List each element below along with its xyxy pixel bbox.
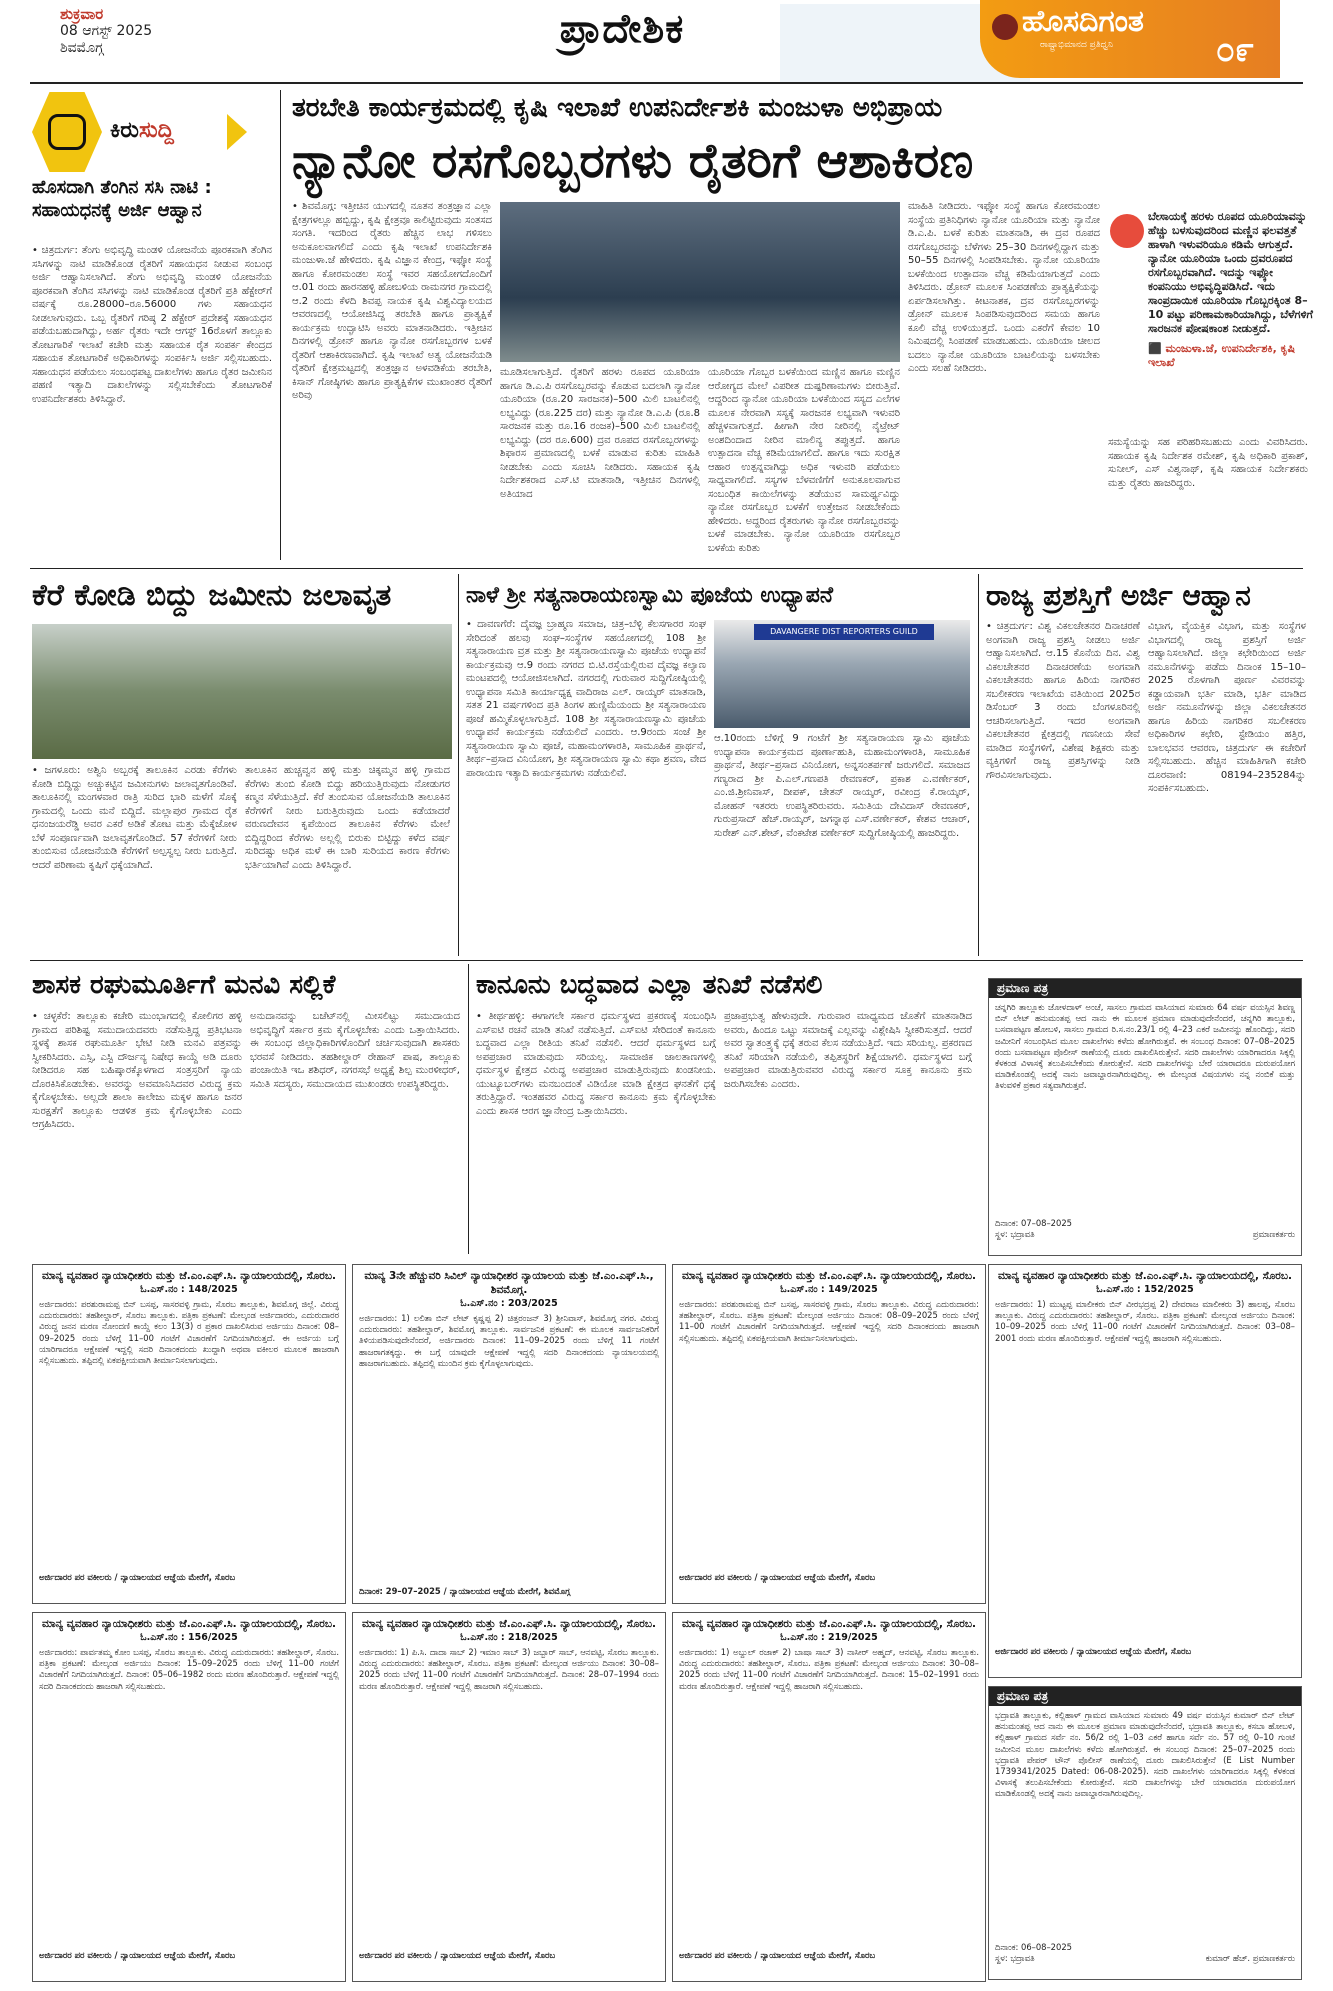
court-notice [32,1264,346,1604]
lead-col-5: ಸಮಸ್ಯೆಯನ್ನು ಸಹ ಪರಿಹರಿಸಬಹುದು ಎಂದು ವಿವರಿಸಿದರು. ಸಹಾಯಕ ಕೃಷಿ ನಿರ್ದೇಶಕ ರಮೇಶ್, ಕೃಷಿ ಅಧಿಕಾರಿ ಪ್ರಕಾಶ್, ಸುನೀಲ್, ಎಸ್ ವಿಶ್ವನಾಥ್, ಕೃಷಿ ಸಹಾಯಕ ನಿರ್ದೇಶಕರು ಮತ್ತು ರೈತರು ಹಾಜರಿದ್ದರು. [1108,437,1308,489]
notice-court: ಮಾನ್ಯ ವ್ಯವಹಾರ ನ್ಯಾಯಾಧೀಶರು ಮತ್ತು ಜೆ.ಎಂ.ಎಫ್.ಸಿ. ನ್ಯಾಯಾಲಯದಲ್ಲಿ, ಸೊರಬ. [682,1618,976,1630]
kiru-label: ಕಿರುಸುದ್ದಿ [110,118,174,143]
affidavit-footer [989,1229,1301,1240]
page-number: ೦೯ [1215,30,1254,70]
story-b-headline: ನಾಳೆ ಶ್ರೀ ಸತ್ಯನಾರಾಯಣಸ್ವಾಮಿ ಪೂಜೆಯ ಉಧ್ಯಾಪನೆ [466,583,833,608]
flood-photo [32,624,452,759]
story-b-col-1: • ದಾವಣಗೆರೆ: ದೈವಜ್ಞ ಬ್ರಾಹ್ಮಣ ಸಮಾಜ, ಚಿತ್ರ–ಬೆಳ್ಳಿ ಕೆಲಸಗಾರರ ಸಂಘ ಸೇರಿದಂತೆ ಹಲವು ಸಂಘ–ಸಂಸ್ಥೆಗಳ ಸಹಯೋಗದಲ್ಲಿ 108 ಶ್ರೀ ಸತ್ಯನಾರಾಯಣ ವ್ರತ ಮತ್ತು ಶ್ರೀ ಸತ್ಯನಾರಾಯಣಸ್ವಾಮಿ ಪೂಜೆಯ ಉಧ್ಯಾಪನೆ ಕಾರ್ಯಕ್ರಮವು ಆ.9 ರಂದು ನಗರದ ಬಿ.ಟಿ.ರಸ್ತೆಯಲ್ಲಿರುವ ದೈವಜ್ಞ ಕಲ್ಯಾಣ ಮಂಟಪದಲ್ಲಿ ಆಯೋಜಿಸಲಾಗಿದೆ. ನಗರದಲ್ಲಿ ಗುರುವಾರ ಸುದ್ದಿಗೋಷ್ಠಿಯಲ್ಲಿ ಉಧ್ಯಾಪನಾ ಸಮಿತಿ ಕಾರ್ಯಾಧ್ಯಕ್ಷ ವಾದಿರಾಜ ಎಲ್. ರಾಯ್ಕರ್ ಮಾತನಾಡಿ, ಸತತ 21 ವರ್ಷಗಳಿಂದ ಪ್ರತಿ ತಿಂಗಳ ಹುಣ್ಣಿಮೆಯಂದು ಶ್ರೀ ಸತ್ಯನಾರಾಯಣ ಪೂಜೆ ಹಮ್ಮಿಕೊಳ್ಳಲಾಗುತ್ತಿದೆ. 108 ಶ್ರೀ ಸತ್ಯನಾರಾಯಣಸ್ವಾಮಿ ಪೂಜೆಯ ಉಧ್ಯಾಪನೆ ಕಾರ್ಯಕ್ರಮ ನಡೆಯಲಿದೆ ಎಂದರು. ಆ.9ರಂದು ಸಂಜೆ ಶ್ರೀ ಸತ್ಯನಾರಾಯಣ ಸ್ವಾಮಿ ಪೂಜೆ, ಮಹಾಮಂಗಳಾರತಿ, ಸಾಮೂಹಿಕ ಪ್ರಾರ್ಥನೆ, ತೀರ್ಥ–ಪ್ರಸಾದ ವಿನಿಯೋಗ, ಶ್ರೀ ಸತ್ಯನಾರಾಯಣ ಸ್ವಾಮಿ ಕಥಾ ಶ್ರವಣ, ವೇದ ಪಾರಾಯಣ ಇತ್ಯಾದಿ ಕಾರ್ಯಕ್ರಮಗಳು ನಡೆಯಲಿವೆ. [466,619,706,779]
masthead-tagline: ರಾಷ್ಟ್ರಾಭಿಮಾನದ ಪ್ರತಿಧ್ವನಿ [1040,40,1113,50]
arrow-icon [227,114,247,150]
lead-col-3: ಯೂರಿಯಾ ಗೊಬ್ಬರ ಬಳಕೆಯಿಂದ ಮಣ್ಣಿನ ಹಾಗೂ ಮಣ್ಣಿನ ಆರೋಗ್ಯದ ಮೇಲೆ ವಿಪರೀತ ದುಷ್ಪರಿಣಾಮಗಳು ಬೀರುತ್ತಿವೆ. ಆದ್ದರಿಂದ ನ್ಯಾನೋ ಯೂರಿಯಾ ಬಳಕೆಯಿಂದ ಸಸ್ಯದ ಎಲೆಗಳ ಮೂಲಕ ನೇರವಾಗಿ ಸಸ್ಯಕ್ಕೆ ಸಾರಜನಕ ಲಭ್ಯವಾಗಿ ಇಳುವರಿ ಹೆಚ್ಚಳವಾಗುತ್ತದೆ. ಹೀಗಾಗಿ ನೇರ ನೀರಿನಲ್ಲಿ ನೈಟ್ರೇಟ್ ಅಂಶದಿಂದಾದ ನೀರಿನ ಮಾಲಿನ್ಯ ತಪ್ಪುತ್ತದೆ. ಹಾಗೂ ಉತ್ಪಾದನಾ ವೆಚ್ಚ ಕಡಿಮೆಯಾಗಲಿದೆ. ಹಾಗೂ ಇದು ಸುರಕ್ಷಿತ ಆಹಾರ ಉತ್ಪನ್ನವಾಗಿದ್ದು ಅಧಿಕ ಇಳುವರಿ ಪಡೆಯಲು ಸಾಧ್ಯವಾಗಲಿದೆ. ಸಸ್ಯಗಳ ಬೆಳವಣಿಗೆಗೆ ಅನುಕೂಲವಾಗುವ ಸಂಬಂಧಿತ ಕಾಯಿಲೆಗಳನ್ನು ತಡೆಯುವ ಸಾಮರ್ಥ್ಯವಿದ್ದು ನ್ಯಾನೋ ರಸಗೊಬ್ಬರ ಬಳಕೆಗೆ ಉತ್ತೇಜನ ನೀಡಬೇಕೆಂದು ಹೇಳಿದರು. ಅದ್ದರಿಂದ ರೈತರುಗಳು ನ್ಯಾನೋ ರಸಗೊಬ್ಬರವನ್ನು ಬಳಕೆ ಮಾಡಬೇಕು. ನ್ಯಾನೋ ಯೂರಿಯಾ ರಸಗೊಬ್ಬರ ಬಳಕೆಯ ಕುರಿತು [708,367,900,554]
notice-footer: ದಿನಾಂಕ: 29–07–2025 / ನ್ಯಾಯಾಲಯದ ಆಜ್ಞೆಯ ಮೇರೆಗೆ, ಶಿವಮೊಗ್ಗ [359,1586,571,1596]
court-notice [988,1264,1302,1678]
notice-body: ಅರ್ಜಿದಾರರು: 1) ಲಲಿತಾ ಬಿನ್ ಲೇಟ್ ಕೃಷ್ಣಪ್ಪ 2) ಚಿತ್ತರಂಜನ್ 3) ಶ್ರೀನಿವಾಸ್, ಶಿವಮೊಗ್ಗ ನಗರ. ವಿರುದ್ಧ ಎದುರುದಾರರು: ತಹಶೀಲ್ದಾರ್, ಶಿವಮೊಗ್ಗ ತಾಲ್ಲೂಕು. ಸಾರ್ವಜನಿಕ ಪ್ರಕಟಣೆ: ಈ ಮೂಲಕ ಸಾರ್ವಜನಿಕರಿಗೆ ತಿಳಿಯಪಡಿಸುವುದೇನೆಂದರೆ, ಅರ್ಜಿದಾರರು ದಿನಾಂಕ: 11–09–2025 ರಂದು ಬೆಳಿಗ್ಗೆ 11 ಗಂಟೆಗೆ ಹಾಜರಾಗತಕ್ಕದ್ದು. ಈ ಬಗ್ಗೆ ಯಾವುದೇ ಆಕ್ಷೇಪಣೆ ಇದ್ದಲ್ಲಿ ಸದರಿ ದಿನಾಂಕದಂದು ನ್ಯಾಯಾಲಯದಲ್ಲಿ ಹಾಜರಾಗಬಹುದು. ತಪ್ಪಿದಲ್ಲಿ ಮುಂದಿನ ಕ್ರಮ ಕೈಗೊಳ್ಳಲಾಗುವುದು. [359,1313,659,1368]
kiru-headline: ಹೊಸದಾಗಿ ತೆಂಗಿನ ಸಸಿ ನಾಟಿ : ಸಹಾಯಧನಕ್ಕೆ ಅರ್ಜಿ ಆಹ್ವಾನ [32,177,212,221]
notice-court: ಮಾನ್ಯ ವ್ಯವಹಾರ ನ್ಯಾಯಾಧೀಶರು ಮತ್ತು ಜೆ.ಎಂ.ಎಫ್.ಸಿ. ನ್ಯಾಯಾಲಯದಲ್ಲಿ, ಸೊರಬ. [682,1270,976,1282]
affidavit-date: ದಿನಾಂಕ: 06–08–2025 [995,1942,1072,1952]
notice-court: ಮಾನ್ಯ ವ್ಯವಹಾರ ನ್ಯಾಯಾಧೀಶರು ಮತ್ತು ಜೆ.ಎಂ.ಎಫ್.ಸಿ. ನ್ಯಾಯಾಲಯದಲ್ಲಿ, ಸೊರಬ. [362,1618,656,1630]
notice-case-number: ಓ.ಎಸ್.ನಂ : 149/2025 [780,1284,878,1295]
affidavit-place: ಸ್ಥಳ: ಭದ್ರಾವತಿ [995,1953,1035,1964]
section-rule [30,960,1303,961]
lead-headline: ನ್ಯಾನೋ ರಸಗೊಬ್ಬರಗಳು ರೈತರಿಗೆ ಆಶಾಕಿರಣ [292,133,974,189]
story-b-col-2: ಆ.10ರಂದು ಬೆಳಿಗ್ಗೆ 9 ಗಂಟೆಗೆ ಶ್ರೀ ಸತ್ಯನಾರಾಯಣ ಸ್ವಾಮಿ ಪೂಜೆಯ ಉಧ್ಯಾಪನಾ ಕಾರ್ಯಕ್ರಮದ ಪೂರ್ಣಾಹುತಿ, ಮಹಾಮಂಗಳಾರತಿ, ಸಾಮೂಹಿಕ ಪ್ರಾರ್ಥನೆ, ತೀರ್ಥ–ಪ್ರಸಾದ ವಿನಿಯೋಗ, ಅನ್ನಸಂತರ್ಪಣೆ ಜರುಗಲಿದೆ. ಸಮಾಜದ ಗಣ್ಯರಾದ ಶ್ರೀ ಪಿ.ಎಲ್.ಗಣಪತಿ ರೇವಣಕರ್, ಪ್ರಕಾಶ ಎ.ವರ್ಣೇಕರ್, ಎಂ.ಜಿ.ಶ್ರೀನಿವಾಸ್, ದೀಪಕ್, ಚೇತನ್ ರಾಯ್ಕರ್, ರವೀಂದ್ರ ಕೆ.ರಾಯ್ಕರ್, ಮೋಹನ್ ಇತರರು ಉಪಸ್ಥಿತರಿರುವರು. ಸಮಿತಿಯ ದೇವಿದಾಸ್ ರೇವಣಕರ್, ಗುರುಪ್ರಸಾದ್ ಹೆಚ್.ರಾಯ್ಕರ್, ಜಗನ್ನಾಥ ಎಸ್.ವರ್ಣೇಕರ್, ಕೇಶವ ಆಚಾರ್, ಸುರೇಶ್ ಎನ್.ಶೇಟ್, ವೆಂಕಟೇಶ ವರ್ಣೇಕರ್ ಸುದ್ದಿಗೋಷ್ಠಿಯಲ್ಲಿ ಹಾಜರಿದ್ದರು. [714,733,970,839]
court-notice [352,1264,666,1604]
story-d-col-2: ಅನುದಾನವನ್ನು ಬಜೆಟ್‌ನಲ್ಲಿ ಮೀಸಲಿಟ್ಟು ಸಮುದಾಯದ ಅಭಿವೃದ್ಧಿಗೆ ಸರ್ಕಾರ ಕ್ರಮ ಕೈಗೊಳ್ಳಬೇಕು ಎಂದು ಒತ್ತಾಯಿಸಿದರು. ಈ ಸಂಬಂಧ ಜಿಲ್ಲಾಧಿಕಾರಿಗಳೊಂದಿಗೆ ಚರ್ಚಿಸುವುದಾಗಿ ಶಾಸಕರು ಭರವಸೆ ನೀಡಿದರು. ತಹಶೀಲ್ದಾರ್ ರೇಹಾನ್ ಪಾಷ, ತಾಲ್ಲೂಕು ಪಂಚಾಯಿತಿ ಇಒ ಶಶಿಧರ್, ನಗರಸಭೆ ಅಧ್ಯಕ್ಷೆ ಶಿಲ್ಪ ಮುರಳೀಧರ್, ಸಮಿತಿ ಸದಸ್ಯರು, ಸಮುದಾಯದ ಮುಖಂಡರು ಉಪಸ್ಥಿತರಿದ್ದರು. [250,1011,460,1090]
notice-body: ಅರ್ಜಿದಾರರು: ಪರಶುರಾಮಪ್ಪ ಬಿನ್ ಬಸಪ್ಪ, ಸಾಸರವಳ್ಳಿ ಗ್ರಾಮ, ಸೊರಬ ತಾಲ್ಲೂಕು. ವಿರುದ್ಧ ಎದುರುದಾರರು: ತಹಶೀಲ್ದಾರ್, ಸೊರಬ. ಪತ್ರಿಕಾ ಪ್ರಕಟಣೆ: ಮೇಲ್ಕಂಡ ಅರ್ಜಿಯು ದಿನಾಂಕ: 08–09–2025 ರಂದು ಬೆಳಿಗ್ಗೆ 11–00 ಗಂಟೆಗೆ ವಿಚಾರಣೆಗೆ ನಿಗದಿಯಾಗಿರುತ್ತದೆ. ಆಕ್ಷೇಪಣೆ ಇದ್ದಲ್ಲಿ ಸದರಿ ದಿನಾಂಕದಂದು ಹಾಜರಾಗಿ ಸಲ್ಲಿಸಬಹುದು. ತಪ್ಪಿದಲ್ಲಿ ಏಕಪಕ್ಷೀಯವಾಗಿ ತೀರ್ಮಾನಿಸಲಾಗುವುದು. [679,1299,979,1343]
affidavit-date: ದಿನಾಂಕ: 07–08–2025 [995,1218,1072,1228]
quote-attribution: ⬛ ಮಂಜುಳಾ.ಜೆ, ಉಪನಿರ್ದೇಶಕಿ, ಕೃಷಿ ಇಲಾಖೆ [1148,342,1295,369]
court-notice [352,1612,666,1982]
masthead-logo-icon [992,14,1018,40]
story-e-headline: ಕಾನೂನು ಬದ್ಧವಾದ ಎಲ್ಲಾ ತನಿಖೆ ನಡೆಸಲಿ [476,970,823,1000]
court-notice [672,1264,986,1604]
header-rule [30,82,1303,84]
weekday: ಶುಕ್ರವಾರ [60,5,104,23]
lead-photo [500,202,900,362]
affidavit-footer [989,1953,1301,1964]
court-notice [672,1612,986,1982]
notice-court: ಮಾನ್ಯ ವ್ಯವಹಾರ ನ್ಯಾಯಾಧೀಶರು ಮತ್ತು ಜೆ.ಎಂ.ಎಫ್.ಸಿ. ನ್ಯಾಯಾಲಯದಲ್ಲಿ, ಸೊರಬ. [998,1270,1292,1282]
notice-body: ಅರ್ಜಿದಾರರು: ಪರಶುರಾಮಪ್ಪ ಬಿನ್ ಬಸಪ್ಪ, ಸಾಸರವಳ್ಳಿ ಗ್ರಾಮ, ಸೊರಬ ತಾಲ್ಲೂಕು, ಶಿವಮೊಗ್ಗ ಜಿಲ್ಲೆ. ವಿರುದ್ಧ ಎದುರುದಾರರು: ತಹಶೀಲ್ದಾರ್, ಸೊರಬ ತಾಲ್ಲೂಕು. ಪತ್ರಿಕಾ ಪ್ರಕಟಣೆ: ಮೇಲ್ಕಂಡ ಅರ್ಜಿದಾರರು, ಎದುರುದಾರರ ವಿರುದ್ಧ ಜನನ ಮರಣ ನೋಂದಣಿ ಕಾಯ್ದೆ ಕಲಂ 13(3) ರ ಪ್ರಕಾರ ದಾಖಲಿಸಿರುವ ಅರ್ಜಿಯು ದಿನಾಂಕ: 08–09–2025 ರಂದು ಬೆಳಿಗ್ಗೆ 11–00 ಗಂಟೆಗೆ ವಿಚಾರಣೆಗೆ ನಿಗದಿಯಾಗಿರುತ್ತದೆ. ಈ ಅರ್ಜಿಯ ಬಗ್ಗೆ ಯಾರಿಗಾದರೂ ಆಕ್ಷೇಪಣೆ ಇದ್ದಲ್ಲಿ ಸದರಿ ದಿನಾಂಕದಂದು ಖುದ್ದಾಗಿ ಅಥವಾ ವಕೀಲರ ಮೂಲಕ ಹಾಜರಾಗಿ ಸಲ್ಲಿಸಬಹುದು. ತಪ್ಪಿದಲ್ಲಿ ಏಕಪಕ್ಷೀಯವಾಗಿ ತೀರ್ಮಾನಿಸಲಾಗುವುದು. [39,1299,339,1366]
story-d-col-1: • ಚಳ್ಳಕೆರೆ: ತಾಲ್ಲೂಕು ಕಚೇರಿ ಮುಂಭಾಗದಲ್ಲಿ ಕೋಲಿಗರ ಹಳ್ಳಿ ಗ್ರಾಮದ ಪರಿಶಿಷ್ಟ ಸಮುದಾಯದವರು ನಡೆಸುತ್ತಿದ್ದ ಪ್ರತಿಭಟನಾ ಸ್ಥಳಕ್ಕೆ ಶಾಸಕ ರಘುಮೂರ್ತಿ ಭೇಟಿ ನೀಡಿ ಮನವಿ ಪತ್ರವನ್ನು ಸ್ವೀಕರಿಸಿದರು. ಎಸ್ಸಿ, ಎಸ್ಟಿ ದೌರ್ಜನ್ಯ ನಿಷೇಧ ಕಾಯ್ದೆ ಅಡಿ ದೂರು ನೀಡಿದರೂ ಸಹ ಬಹಿಷ್ಕಾರಕ್ಕೊಳಗಾದ ಸಂತ್ರಸ್ತರಿಗೆ ನ್ಯಾಯ ದೊರಕಿಸಿಕೊಡಬೇಕು. ಅವರನ್ನು ಅವಮಾನಿಸಿದವರ ವಿರುದ್ಧ ಕ್ರಮ ಕೈಗೊಳ್ಳಬೇಕು. ಅಲ್ಲದೇ ಶಾಲಾ ಕಾಲೇಜು ಮಕ್ಕಳ ಹಾಗೂ ಜನರ ಸುರಕ್ಷತೆಗೆ ತಾಲ್ಲೂಕು ಆಡಳಿತ ಕ್ರಮ ಕೈಗೊಳ್ಳಬೇಕು ಎಂದು ಆಗ್ರಹಿಸಿದರು. [32,1011,242,1130]
affidavit-notice-2 [988,1686,1302,1980]
court-notice [32,1612,346,1982]
notice-body: ಅರ್ಜಿದಾರರು: ಪಾರ್ವತಮ್ಮ ಕೋಂ ಬಸಪ್ಪ, ಸೊರಬ ತಾಲ್ಲೂಕು. ವಿರುದ್ಧ ಎದುರುದಾರರು: ತಹಶೀಲ್ದಾರ್, ಸೊರಬ. ಪತ್ರಿಕಾ ಪ್ರಕಟಣೆ: ಮೇಲ್ಕಂಡ ಅರ್ಜಿಯು ದಿನಾಂಕ: 15–09–2025 ರಂದು ಬೆಳಿಗ್ಗೆ 11–00 ಗಂಟೆಗೆ ವಿಚಾರಣೆಗೆ ನಿಗದಿಯಾಗಿರುತ್ತದೆ. ದಿನಾಂಕ: 05–06–1982 ರಂದು ಮರಣ ಹೊಂದಿರುತ್ತಾರೆ. ಆಕ್ಷೇಪಣೆ ಇದ್ದಲ್ಲಿ ಸದರಿ ದಿನಾಂಕದಂದು ಹಾಜರಾಗಿ ಸಲ್ಲಿಸಬಹುದು. [39,1647,339,1691]
notice-court: ಮಾನ್ಯ ವ್ಯವಹಾರ ನ್ಯಾಯಾಧೀಶರು ಮತ್ತು ಜೆ.ಎಂ.ಎಫ್.ಸಿ. ನ್ಯಾಯಾಲಯದಲ್ಲಿ, ಸೊರಬ. [42,1618,336,1630]
guild-banner: DAVANGERE DIST REPORTERS GUILD [754,624,934,640]
affidavit-notice-1 [988,978,1302,1256]
notice-case-number: ಓ.ಎಸ್.ನಂ : 152/2025 [1096,1284,1194,1295]
story-d-headline: ಶಾಸಕ ರಘುಮೂರ್ತಿಗೆ ಮನವಿ ಸಲ್ಲಿಕೆ [32,970,336,1000]
story-a-col-2: ತಾಲೂಕಿನ ಹುಚ್ಚವ್ವನ ಹಳ್ಳಿ ಮತ್ತು ಚಿಕ್ಕಮ್ಮನ ಹಳ್ಳಿ ಗ್ರಾಮದ ಕೆರೆಗಳು ತುಂಬಿ ಕೋಡಿ ಬಿದ್ದು ಹರಿಯುತ್ತಿರುವುದು ನೋಡುಗರ ಕಣ್ಮನ ಸೆಳೆಯುತ್ತಿದೆ. ಕೆರೆ ತುಂಬಿಸುವ ಯೋಜನೆಯಡಿ ತಾಲೂಕಿನ ಕೆರೆಗಳಿಗೆ ನೀರು ಬರುತ್ತಿರುವುದು ಒಂದು ಕಡೆಯಾದರೆ ವರುಣದೇವನ ಕೃಪೆಯಿಂದ ತಾಲೂಕಿನ ಕೆರೆಗಳು ಮೇಲೆ ಬಿದ್ದಿದ್ದರಿಂದ ಕೆರೆಗಳು ಅಲ್ಲಲ್ಲಿ ಬಿರುಕು ಬಿಟ್ಟಿದ್ದು ಕಳೆದ ವರ್ಷ ಸುರಿದಷ್ಟು ಅಧಿಕ ಮಳೆ ಈ ಬಾರಿ ಸುರಿಯದ ಕಾರಣ ಕೆರೆಗಳು ಭರ್ತಿಯಾಗಿವೆ ಎಂದು ತಿಳಿಸಿದ್ದಾರೆ. [245,765,450,871]
story-a-col-1: • ಜಗಳೂರು: ಅಶ್ವಿನಿ ಅಬ್ಬರಕ್ಕೆ ತಾಲೂಕಿನ ಎರಡು ಕೆರೆಗಳು ಕೋಡಿ ಬಿದ್ದಿದ್ದು ಅಚ್ಚುಕಟ್ಟಿನ ಜಮೀನುಗಳು ಜಲಾವೃತಗೊಂಡಿವೆ. ತಾಲೂಕಿನಲ್ಲಿ ಮಂಗಳವಾರ ರಾತ್ರಿ ಸುರಿದ ಭಾರಿ ಮಳೆಗೆ ಸೊಕ್ಕೆ ಗ್ರಾಮದಲ್ಲಿ ಒಂದು ಮನೆ ಬಿದ್ದಿದೆ. ಮಲ್ಲಾಪುರ ಗ್ರಾಮದ ರೈತ ಧನಂಜಯರೆಡ್ಡಿ ಅವರ ಎಕರೆ ಅಡಿಕೆ ತೋಟ ಮತ್ತು ಮೆಕ್ಕೆಜೋಳ ಬೆಳೆ ಸಂಪೂರ್ಣವಾಗಿ ಜಲಾವೃತಗೊಂಡಿದೆ. 57 ಕೆರೆಗಳಿಗೆ ನೀರು ತುಂಬಿಸುವ ಯೋಜನೆಯಡಿ ಕೆರೆಗಳಿಗೆ ಅಲ್ಪಸ್ವಲ್ಪ ನೀರು ಬರುತ್ತಿದೆ. ಆದರೆ ಪರಿಣಾಮ ಕೃಷಿಗೆ ಧಕ್ಕೆಯಾಗಿದೆ. [32,765,237,871]
masthead[interactable] [980,0,1280,78]
masthead-name: ಹೊಸದಿಗಂತ [1022,4,1144,39]
kiru-body: • ಚಿತ್ರದುರ್ಗ: ತೆಂಗು ಅಭಿವೃದ್ಧಿ ಮಂಡಳಿ ಯೋಜನೆಯ ಪೂರಕವಾಗಿ ತೆಂಗಿನ ಸಸಿಗಳನ್ನು ನಾಟಿ ಮಾಡಿಕೊಂಡ ರೈತರಿಗೆ ಸಹಾಯಧನ ನೀಡುವ ಸಂಬಂಧ ಅರ್ಜಿ ಆಹ್ವಾನಿಸಲಾಗಿದೆ. ತೆಂಗು ಅಭಿವೃದ್ಧಿ ಮಂಡಳಿ ಯೋಜನೆಯ ಪೂರಕವಾಗಿ ತೆಂಗಿನ ಸಸಿಗಳನ್ನು ನಾಟಿ ಮಾಡಿಕೊಂಡ ರೈತರಿಗೆ ಪ್ರತಿ ಹೆಕ್ಟೇರ್‌ಗೆ ವರ್ಷಕ್ಕೆ ರೂ.28000–ರೂ.56000 ಗಳು ಸಹಾಯಧನ ನೀಡಲಾಗುವುದು. ಒಬ್ಬ ರೈತರಿಗೆ ಗರಿಷ್ಠ 2 ಹೆಕ್ಟೇರ್ ಪ್ರದೇಶಕ್ಕೆ ಸಹಾಯಧನ ಪಡೆಯಬಹುದಾಗಿದ್ದು, ಅರ್ಹ ರೈತರು ಇದೇ ಆಗಸ್ಟ್ 16ರೊಳಗೆ ತಾಲ್ಲೂಕು ತೋಟಗಾರಿಕೆ ಇಲಾಖೆ ಕಚೇರಿ ಮತ್ತು ಸಹಾಯಕ ರೈತ ಸಂಪರ್ಕ ಕೇಂದ್ರದ ಸಹಾಯಕ ತೋಟಗಾರಿಕೆ ಅಧಿಕಾರಿಗಳನ್ನು ಸಂಪರ್ಕಿಸಿ ಅರ್ಜಿ ಸಲ್ಲಿಸಬಹುದು. ಸಹಾಯಧನ ಪಡೆಯಲು ಸಂಬಂಧಪಟ್ಟ ದಾಖಲೆಗಳು ಹಾಗೂ ರೈತರ ಜಮೀನಿನ ಪಹಣಿ ಇತ್ಯಾದಿ ದಾಖಲೆಗಳನ್ನು ಸಲ್ಲಿಸಬೇಕೆಂದು ತೋಟಗಾರಿಕೆ ಉಪನಿರ್ದೇಶಕರು ತಿಳಿಸಿದ್ದಾರೆ. [32,245,272,405]
issue-date: 08 ಆಗಸ್ಟ್ 2025 [60,23,153,39]
affidavit-place: ಸ್ಥಳ: ಭದ್ರಾವತಿ [995,1229,1035,1240]
kiru-suddi-badge [32,92,252,172]
story-c-headline: ರಾಜ್ಯ ಪ್ರಶಸ್ತಿಗೆ ಅರ್ಜಿ ಆಹ್ವಾನ [986,579,1251,612]
column-divider [458,574,459,956]
affidavit-body: ಭದ್ರಾವತಿ ತಾಲ್ಲೂಕು, ಕಲ್ಲಿಹಾಳ್ ಗ್ರಾಮದ ವಾಸಿಯಾದ ಸುಮಾರು 49 ವರ್ಷ ವಯಸ್ಸಿನ ಕುಮಾರ್ ಬಿನ್ ಲೇಟ್ ಹನುಮಂತಪ್ಪ ಆದ ನಾನು ಈ ಮೂಲಕ ಪ್ರಮಾಣ ಮಾಡುವುದೇನೆಂದರೆ, ಭದ್ರಾವತಿ ತಾಲ್ಲೂಕು, ಕಸಬಾ ಹೋಬಳಿ, ಕಲ್ಲಿಹಾಳ್ ಗ್ರಾಮದ ಸರ್ವೆ ನಂ. 56/2 ರಲ್ಲಿ 1–03 ಎಕರೆ ಹಾಗೂ ಸರ್ವೆ ನಂ. 57 ರಲ್ಲಿ 0–10 ಗುಂಟೆ ಜಮೀನಿನ ಮೂಲ ದಾಖಲೆಗಳು ಕಳೆದು ಹೋಗಿರುತ್ತವೆ. ಈ ಸಂಬಂಧ ದಿನಾಂಕ: 25–07–2025 ರಂದು ಭದ್ರಾವತಿ ಪೇಪರ್ ಟೌನ್ ಪೊಲೀಸ್ ಠಾಣೆಯಲ್ಲಿ ದೂರು ದಾಖಲಿಸಿರುತ್ತೇನೆ (E List Number 1739341/2025 Dated: 06-08-2025). ಸದರಿ ದಾಖಲೆಗಳು ಯಾರಿಗಾದರೂ ಸಿಕ್ಕಲ್ಲಿ ಕೆಳಕಂಡ ವಿಳಾಸಕ್ಕೆ ತಲುಪಿಸಬೇಕೆಂದು ಕೋರುತ್ತೇನೆ. ಸದರಿ ದಾಖಲೆಗಳನ್ನು ಬೇರೆ ಯಾರಾದರೂ ದುರುಪಯೋಗ ಮಾಡಿಕೊಂಡಲ್ಲಿ ಅದಕ್ಕೆ ನಾನು ಜವಾಬ್ದಾರನಾಗಿರುವುದಿಲ್ಲ. [995,1710,1295,1799]
lead-col-4: ಮಾಹಿತಿ ನೀಡಿದರು. ಇಫ್ಕೋ ಸಂಸ್ಥೆ ಹಾಗೂ ಕೋರಮಂಡಲ ಸಂಸ್ಥೆಯ ಪ್ರತಿನಿಧಿಗಳು ನ್ಯಾನೋ ಯೂರಿಯಾ ಮತ್ತು ನ್ಯಾನೋ ಡಿ.ಎ.ಪಿ. ಬಳಕೆ ಕುರಿತು ಮಾತನಾಡಿ, ಈ ದ್ರವ ರೂಪದ ರಸಗೊಬ್ಬರವನ್ನು ಬೆಳೆಗಳು 25–30 ದಿನಗಳಲ್ಲಿದ್ದಾಗ ಮತ್ತು 50–55 ದಿನಗಳಲ್ಲಿ ಸಿಂಪಡಿಸಬೇಕು. ನ್ಯಾನೋ ಯೂರಿಯಾ ಬಳಕೆಯಿಂದ ಉತ್ಪಾದನಾ ವೆಚ್ಚ ಕಡಿಮೆಯಾಗುತ್ತದೆ ಎಂದು ತಿಳಿಸಿದರು. ಡ್ರೋನ್ ಮೂಲಕ ಸಿಂಪಡಣೆಯ ಪ್ರಾತ್ಯಕ್ಷಿಕೆಯನ್ನು ಏರ್ಪಡಿಸಲಾಗಿತ್ತು. ಕೀಟನಾಶಕ, ದ್ರವ ರಸಗೊಬ್ಬರಗಳನ್ನು ಡ್ರೋನ್ ಮೂಲಕ ಸಿಂಪಡಿಸುವುದರಿಂದ ಸಮಯ ಹಾಗೂ ಕೂಲಿ ವೆಚ್ಚ ಉಳಿಯುತ್ತದೆ. ಒಂದು ಎಕರೆಗೆ ಕೇವಲ 10 ನಿಮಿಷದಲ್ಲಿ ಸಿಂಪಡಣೆ ಮಾಡಬಹುದು. ಯೂರಿಯಾ ಚೀಲದ ಬದಲು ನ್ಯಾನೋ ಯೂರಿಯಾ ಬಾಟಲಿಯನ್ನು ಬಳಸಬೇಕು ಎಂದು ಸಲಹೆ ನೀಡಿದರು. [908,201,1100,374]
notice-footer: ಅರ್ಜಿದಾರರ ಪರ ವಕೀಲರು / ನ್ಯಾಯಾಲಯದ ಆಜ್ಞೆಯ ಮೇರೆಗೆ, ಸೊರಬ [39,1950,236,1960]
notice-case-number: ಓ.ಎಸ್.ನಂ : 148/2025 [140,1284,238,1295]
story-e-col-2: ಪ್ರಜಾಪ್ರಭುತ್ವ ಹೇಳುವುದೇ. ಗುರುವಾರ ಮಾಧ್ಯಮದ ಜೊತೆಗೆ ಮಾತನಾಡಿದ ಅವರು, ಹಿಂದೂ ಒಟ್ಟು ಸಮಾಜಕ್ಕೆ ಎಲ್ಲವನ್ನು ವಿಶ್ಲೇಷಿಸಿ ಸ್ವೀಕರಿಸುತ್ತದೆ. ಆದರೆ ಅವರ ಸ್ವಾತಂತ್ರ್ಯಕ್ಕೆ ಧಕ್ಕೆ ತರುವ ಕೆಲಸ ನಡೆಯುತ್ತಿದೆ. ಇದು ಸರಿಯಲ್ಲ. ಪ್ರಕರಣದ ತನಿಖೆ ಸರಿಯಾಗಿ ನಡೆಯಲಿ, ತಪ್ಪಿತಸ್ಥರಿಗೆ ಶಿಕ್ಷೆಯಾಗಲಿ. ಧರ್ಮಸ್ಥಳದ ಬಗ್ಗೆ ಅಪಪ್ರಚಾರ ಮಾಡುತ್ತಿರುವವರ ವಿರುದ್ಧ ಸರ್ಕಾರ ಸೂಕ್ತ ಕಾನೂನು ಕ್ರಮ ಜರುಗಿಸಬೇಕು ಎಂದರು. [724,1011,972,1090]
notice-body: ಅರ್ಜಿದಾರರು: 1) ಪಿ.ಸಿ. ದಾದಾ ಸಾಬ್ 2) ಇಮಾಂ ಸಾಬ್ 3) ಜಬ್ಬಾರ್ ಸಾಬ್, ಆನವಟ್ಟಿ, ಸೊರಬ ತಾಲ್ಲೂಕು. ವಿರುದ್ಧ ಎದುರುದಾರರು: ತಹಶೀಲ್ದಾರ್, ಸೊರಬ. ಪತ್ರಿಕಾ ಪ್ರಕಟಣೆ: ಮೇಲ್ಕಂಡ ಅರ್ಜಿಯು ದಿನಾಂಕ: 30–08–2025 ರಂದು ಬೆಳಿಗ್ಗೆ 11–00 ಗಂಟೆಗೆ ವಿಚಾರಣೆಗೆ ನಿಗದಿಯಾಗಿರುತ್ತದೆ. ದಿನಾಂಕ: 28–07–1994 ರಂದು ಮರಣ ಹೊಂದಿರುತ್ತಾರೆ. ಆಕ್ಷೇಪಣೆ ಇದ್ದಲ್ಲಿ ಹಾಜರಾಗಿ ಸಲ್ಲಿಸಬಹುದು. [359,1647,659,1691]
notice-footer: ಅರ್ಜಿದಾರರ ಪರ ವಕೀಲರು / ನ್ಯಾಯಾಲಯದ ಆಜ್ಞೆಯ ಮೇರೆಗೆ, ಸೊರಬ [39,1572,236,1582]
notice-court: ಮಾನ್ಯ 3ನೇ ಹೆಚ್ಚುವರಿ ಸಿವಿಲ್ ನ್ಯಾಯಾಧೀಶರ ನ್ಯಾಯಾಲಯ ಮತ್ತು ಜೆ.ಎಂ.ಎಫ್.ಸಿ., ಶಿವಮೊಗ್ಗ. [364,1270,654,1296]
press-meet-photo [714,620,970,728]
affidavit-body: ಚನ್ನಗಿರಿ ತಾಲ್ಲೂಕು ಜೋಳದಾಳ್ ಅಂಚೆ, ಸಾಸಲು ಗ್ರಾಮದ ವಾಸಿಯಾದ ಸುಮಾರು 64 ವರ್ಷ ವಯಸ್ಸಿನ ಶಿವಣ್ಣ ಬಿನ್ ಲೇಟ್ ಹನುಮಂತಪ್ಪ ಆದ ನಾನು ಈ ಮೂಲಕ ಪ್ರಮಾಣ ಮಾಡುವುದೇನೆಂದರೆ, ಚನ್ನಗಿರಿ ತಾಲ್ಲೂಕು, ಬಸವಾಪಟ್ಟಣ ಹೋಬಳಿ, ಸಾಸಲು ಗ್ರಾಮದ ರಿ.ಸ.ನಂ.23/1 ರಲ್ಲಿ 4–23 ಎಕರೆ ಜಮೀನನ್ನು ಹೊಂದಿದ್ದು, ಸದರಿ ಜಮೀನಿಗೆ ಸಂಬಂಧಿಸಿದ ಮೂಲ ದಾಖಲೆಗಳು ಕಳೆದು ಹೋಗಿರುತ್ತವೆ. ಈ ಸಂಬಂಧ ದಿನಾಂಕ: 07–08–2025 ರಂದು ಬಸವಾಪಟ್ಟಣ ಪೊಲೀಸ್ ಠಾಣೆಯಲ್ಲಿ ದೂರು ದಾಖಲಿಸಿರುತ್ತೇನೆ. ಸದರಿ ದಾಖಲೆಗಳು ಯಾರಿಗಾದರೂ ಸಿಕ್ಕಲ್ಲಿ ಕೆಳಕಂಡ ವಿಳಾಸಕ್ಕೆ ತಲುಪಿಸಬೇಕೆಂದು ಕೋರುತ್ತೇನೆ. ಸದರಿ ದಾಖಲೆಗಳನ್ನು ಬೇರೆ ಯಾರಾದರೂ ದುರುಪಯೋಗ ಮಾಡಿಕೊಂಡಲ್ಲಿ ಅದಕ್ಕೆ ನಾನು ಜವಾಬ್ದಾರನಾಗಿರುವುದಿಲ್ಲ. ಈ ಮೇಲ್ಕಂಡ ವಿಷಯಗಳು ನನ್ನ ನಂಬಿಕೆ ಮತ್ತು ತಿಳುವಳಿಕೆ ಪ್ರಕಾರ ಸತ್ಯವಾಗಿರುತ್ತವೆ. [995,1002,1295,1091]
quote-text: ಬೇಸಾಯಕ್ಕೆ ಹರಳು ರೂಪದ ಯೂರಿಯಾವನ್ನು ಹೆಚ್ಚು ಬಳಸುವುದರಿಂದ ಮಣ್ಣಿನ ಫಲವತ್ತತೆ ಹಾಳಾಗಿ ಇಳುವರಿಯೂ ಕಡಿಮೆ ಆಗುತ್ತದೆ. ನ್ಯಾನೋ ಯೂರಿಯಾ ಒಂದು ದ್ರವರೂಪದ ರಸಗೊಬ್ಬರವಾಗಿದೆ. ಇದನ್ನು ಇಫ್ಕೋ ಕಂಪನಿಯು ಅಭಿವೃದ್ಧಿಪಡಿಸಿದೆ. ಇದು ಸಾಂಪ್ರದಾಯಿಕ ಯೂರಿಯಾ ಗೊಬ್ಬರಕ್ಕಿಂತ 8–10 ಪಟ್ಟು ಪರಿಣಾಮಕಾರಿಯಾಗಿದ್ದು, ಬೆಳೆಗಳಿಗೆ ಸಾರಜನಕ ಪೋಷಕಾಂಶ ನೀಡುತ್ತದೆ. [1148,210,1313,335]
date-block [60,6,260,57]
lead-col-1: • ಶಿವಮೊಗ್ಗ: ಇತ್ತೀಚಿನ ಯುಗದಲ್ಲಿ ನೂತನ ತಂತ್ರಜ್ಞಾನ ಎಲ್ಲಾ ಕ್ಷೇತ್ರಗಳಲ್ಲೂ ಹಬ್ಬಿದ್ದು, ಕೃಷಿ ಕ್ಷೇತ್ರವೂ ಕಾಲಿಟ್ಟಿರುವುದು ಸಂತಸದ ಸಂಗತಿ. ಇದರಿಂದ ರೈತರು ಹೆಚ್ಚಿನ ಲಾಭ ಗಳಿಸಲು ಅನುಕೂಲವಾಗಲಿದೆ ಎಂದು ಕೃಷಿ ಇಲಾಖೆ ಉಪನಿರ್ದೇಶಕಿ ಮಂಜುಳಾ.ಜೆ ಹೇಳಿದರು. ಕೃಷಿ ವಿಜ್ಞಾನ ಕೇಂದ್ರ, ಇಫ್ಕೋ ಸಂಸ್ಥೆ ಹಾಗೂ ಕೋರಮಂಡಲ ಸಂಸ್ಥೆ ಇವರ ಸಹಯೋಗದೊಂದಿಗೆ ಆ.01 ರಂದು ಹಾರನಹಳ್ಳಿ ಹೋಬಳಿಯ ರಾಮನಗರ ಗ್ರಾಮದಲ್ಲಿ ಆ.2 ರಂದು ಕೆಳದಿ ಶಿವಪ್ಪ ನಾಯಕ ಕೃಷಿ ವಿಶ್ವವಿದ್ಯಾಲಯದ ಆವರಣದಲ್ಲಿ ಆಯೋಜಿಸಿದ್ದ ತರಬೇತಿ ಹಾಗೂ ಪ್ರಾತ್ಯಕ್ಷಿಕೆ ಕಾರ್ಯಕ್ರಮ ಉದ್ಘಾಟಿಸಿ ಅವರು ಮಾತನಾಡಿದರು. ಇತ್ತೀಚಿನ ದಿನಗಳಲ್ಲಿ ಡ್ರೋನ್ ಹಾಗೂ ನ್ಯಾನೋ ರಸಗೊಬ್ಬರಗಳ ಬಳಕೆ ರೈತರಿಗೆ ಆಶಾಕಿರಣವಾಗಿದೆ. ಕೃಷಿ ಇಲಾಖೆ ಅತ್ಯ ಯೋಜನೆಯಡಿ ರೈತರಿಗೆ ಕ್ಷೇತ್ರಮಟ್ಟದಲ್ಲಿ ತಂತ್ರಜ್ಞಾನ ಅಳವಡಿಕೆಯ ತರಬೇತಿ, ಕಿಸಾನ್ ಗೋಷ್ಠಿಗಳು ಹಾಗೂ ಪ್ರಾತ್ಯಕ್ಷಿಕೆಗಳ ಮುಖಾಂತರ ರೈತರಿಗೆ ಅರಿವು [292,201,492,401]
notice-footer: ಅರ್ಜಿದಾರರ ಪರ ವಕೀಲರು / ನ್ಯಾಯಾಲಯದ ಆಜ್ಞೆಯ ಮೇರೆಗೆ, ಸೊರಬ [679,1572,876,1582]
section-title: ಪ್ರಾದೇಶಿಕ [559,6,685,52]
lead-kicker: ತರಬೇತಿ ಕಾರ್ಯಕ್ರಮದಲ್ಲಿ ಕೃಷಿ ಇಲಾಖೆ ಉಪನಿರ್ದೇಶಕಿ ಮಂಜುಳಾ ಅಭಿಪ್ರಾಯ [292,93,943,123]
notice-body: ಅರ್ಜಿದಾರರು: 1) ಮುಟ್ಟಪ್ಪ ಮಾಲೀಕರು ಬಿನ್ ವೀರಭದ್ರಪ್ಪ 2) ದೇವರಾಜ ಮಾಲೀಕರು 3) ಹಾಲಪ್ಪ, ಸೊರಬ ತಾಲ್ಲೂಕು. ವಿರುದ್ಧ ಎದುರುದಾರರು: ತಹಶೀಲ್ದಾರ್, ಸೊರಬ. ಪತ್ರಿಕಾ ಪ್ರಕಟಣೆ: ಮೇಲ್ಕಂಡ ಅರ್ಜಿಯು ದಿನಾಂಕ: 10–09–2025 ರಂದು ಬೆಳಿಗ್ಗೆ 11–00 ಗಂಟೆಗೆ ವಿಚಾರಣೆಗೆ ನಿಗದಿಯಾಗಿರುತ್ತದೆ. ದಿನಾಂಕ: 03–08–2001 ರಂದು ಮರಣ ಹೊಂದಿರುತ್ತಾರೆ. ಆಕ್ಷೇಪಣೆ ಇದ್ದಲ್ಲಿ ಹಾಜರಾಗಿ ಸಲ್ಲಿಸಬಹುದು. [995,1299,1295,1343]
lead-quote [1108,210,1313,430]
column-divider [280,90,281,560]
notice-footer: ಅರ್ಜಿದಾರರ ಪರ ವಕೀಲರು / ನ್ಯಾಯಾಲಯದ ಆಜ್ಞೆಯ ಮೇರೆಗೆ, ಸೊರಬ [995,1646,1192,1656]
notice-case-number: ಓ.ಎಸ್.ನಂ : 203/2025 [460,1298,558,1309]
notice-case-number: ಓ.ಎಸ್.ನಂ : 156/2025 [140,1632,238,1643]
notice-footer: ಅರ್ಜಿದಾರರ ಪರ ವಕೀಲರು / ನ್ಯಾಯಾಲಯದ ಆಜ್ಞೆಯ ಮೇರೆಗೆ, ಸೊರಬ [679,1950,876,1960]
notice-footer: ಅರ್ಜಿದಾರರ ಪರ ವಕೀಲರು / ನ್ಯಾಯಾಲಯದ ಆಜ್ಞೆಯ ಮೇರೆಗೆ, ಸೊರಬ [359,1950,556,1960]
section-rule [30,568,1303,569]
column-divider [468,964,469,1254]
affidavit-sign: ಕುಮಾರ್ ಹೆಚ್. ಪ್ರಮಾಣಕರ್ತರು [1205,1953,1295,1964]
story-c-col-2: ವಿಭಾಗ, ವೈಯಕ್ತಿಕ ವಿಭಾಗ, ಮತ್ತು ಸಂಸ್ಥೆಗಳ ವಿಭಾಗದಲ್ಲಿ ರಾಜ್ಯ ಪ್ರಶಸ್ತಿಗೆ ಅರ್ಜಿ ಆಹ್ವಾನಿಸಲಾಗಿದೆ. ಜಿಲ್ಲಾ ಕಛೇರಿಯಿಂದ ಅರ್ಜಿ ನಮೂನೆಗಳನ್ನು ಪಡೆದು ದಿನಾಂಕ 15–10–2025 ರೊಳಗಾಗಿ ಪೂರ್ಣ ವಿವರವನ್ನು ಕಡ್ಡಾಯವಾಗಿ ಭರ್ತಿ ಮಾಡಿ, ಭರ್ತಿ ಮಾಡಿದ ಅರ್ಜಿ ನಮೂನೆಗಳನ್ನು ಜಿಲ್ಲಾ ವಿಕಲಚೇತನರ ಹಾಗೂ ಹಿರಿಯ ನಾಗರಿಕರ ಸಬಲೀಕರಣ ಅಧಿಕಾರಿಗಳ ಕಛೇರಿ, ಸ್ಟೇಡಿಯಂ ಹತ್ತಿರ, ಬಾಲಭವನ ಆವರಣ, ಚಿತ್ರದುರ್ಗ ಈ ಕಚೇರಿಗೆ ಸಲ್ಲಿಸಬಹುದು. ಹೆಚ್ಚಿನ ಮಾಹಿತಿಗಾಗಿ ಕಚೇರಿ ದೂರವಾಣಿ: 08194–235284ನ್ನು ಸಂಪರ್ಕಿಸಬಹುದು. [1148,621,1306,794]
notice-court: ಮಾನ್ಯ ವ್ಯವಹಾರ ನ್ಯಾಯಾಧೀಶರು ಮತ್ತು ಜೆ.ಎಂ.ಎಫ್.ಸಿ. ನ್ಯಾಯಾಲಯದಲ್ಲಿ, ಸೊರಬ. [42,1270,336,1282]
notice-case-number: ಓ.ಎಸ್.ನಂ : 218/2025 [460,1632,558,1643]
affidavit-sign: ಪ್ರಮಾಣಕರ್ತರು [1252,1229,1295,1240]
notice-body: ಅರ್ಜಿದಾರರು: 1) ಅಬ್ದುಲ್ ರಜಾಕ್ 2) ಬಾಷಾ ಸಾಬ್ 3) ನಾಸೀರ್ ಅಹ್ಮದ್, ಆನವಟ್ಟಿ, ಸೊರಬ ತಾಲ್ಲೂಕು. ವಿರುದ್ಧ ಎದುರುದಾರರು: ತಹಶೀಲ್ದಾರ್, ಸೊರಬ. ಪತ್ರಿಕಾ ಪ್ರಕಟಣೆ: ಮೇಲ್ಕಂಡ ಅರ್ಜಿಯು ದಿನಾಂಕ: 30–08–2025 ರಂದು ಬೆಳಿಗ್ಗೆ 11–00 ಗಂಟೆಗೆ ವಿಚಾರಣೆಗೆ ನಿಗದಿಯಾಗಿರುತ್ತದೆ. ದಿನಾಂಕ: 15–02–1991 ರಂದು ಮರಣ ಹೊಂದಿರುತ್ತಾರೆ. ಆಕ್ಷೇಪಣೆ ಇದ್ದಲ್ಲಿ ಹಾಜರಾಗಿ ಸಲ್ಲಿಸಬಹುದು. [679,1647,979,1691]
pointing-hand-icon [48,114,86,150]
story-a-headline: ಕೆರೆ ಕೋಡಿ ಬಿದ್ದು ಜಮೀನು ಜಲಾವೃತ [32,578,392,613]
notice-case-number: ಓ.ಎಸ್.ನಂ : 219/2025 [780,1632,878,1643]
affidavit-title: ಪ್ರಮಾಣ ಪತ್ರ [989,1687,1301,1706]
edition-city: ಶಿವಮೊಗ್ಗ [60,40,104,56]
affidavit-title: ಪ್ರಮಾಣ ಪತ್ರ [989,979,1301,998]
lead-col-2: ಮೂಡಿಸಲಾಗುತ್ತಿದೆ. ರೈತರಿಗೆ ಹರಳು ರೂಪದ ಯೂರಿಯಾ ಹಾಗೂ ಡಿ.ಎ.ಪಿ ರಸಗೊಬ್ಬರವನ್ನು ಕೊಡುವ ಬದಲಾಗಿ ನ್ಯಾನೋ ಯೂರಿಯಾ (ರೂ.20 ಸಾರಜನಕ)–500 ಮಿಲಿ ಬಾಟಲಿನಲ್ಲಿ ಲಭ್ಯವಿದ್ದು (ರೂ.225 ದರ) ಮತ್ತು ನ್ಯಾನೋ ಡಿ.ಎ.ಪಿ (ರೂ.8 ಸಾರಜನಕ ಮತ್ತು ರೂ.16 ರಂಜಕ)–500 ಮಿಲಿ ಬಾಟಲಿನಲ್ಲಿ ಲಭ್ಯವಿದ್ದು (ದರ ರೂ.600) ದ್ರವ ರೂಪದ ರಸಗೊಬ್ಬರಗಳನ್ನು ಶಿಫಾರಸ ಪ್ರಮಾಣದಲ್ಲಿ ಬಳಕೆ ಮಾಡುವ ಕುರಿತು ಮಾಹಿತಿ ನೀಡಬೇಕು ಎಂದು ಸೂಚಿಸಿ ನೀಡಿದರು. ಸಹಾಯಕ ಕೃಷಿ ನಿರ್ದೇಶಕರಾದ ಎಸ್.ಟಿ ಮಾತನಾಡಿ, ಇತ್ತೀಚಿನ ದಿನಗಳಲ್ಲಿ ಅತಿಯಾದ [500,367,700,500]
story-c-col-1: • ಚಿತ್ರದುರ್ಗ: ವಿಶ್ವ ವಿಕಲಚೇತನರ ದಿನಾಚರಣೆ ಅಂಗವಾಗಿ ರಾಜ್ಯ ಪ್ರಶಸ್ತಿ ನೀಡಲು ಅರ್ಜಿ ಆಹ್ವಾನಿಸಲಾಗಿದೆ. ಆ.15 ಕೊನೆಯ ದಿನ. ವಿಶ್ವ ವಿಕಲಚೇತನರ ದಿನಾಚರಣೆಯ ಅಂಗವಾಗಿ ವಿಕಲಚೇತನರು ಹಾಗೂ ಹಿರಿಯ ನಾಗರಿಕರ ಸಬಲೀಕರಣ ಇಲಾಖೆಯ ವತಿಯಿಂದ 2025ರ ಡಿಸೆಂಬರ್ 3 ರಂದು ಬೆಂಗಳೂರಿನಲ್ಲಿ ಆಚರಿಸಲಾಗುತ್ತಿದೆ. ಇದರ ಅಂಗವಾಗಿ ವಿಕಲಚೇತನರ ಕ್ಷೇತ್ರದಲ್ಲಿ ಗಣನೀಯ ಸೇವೆ ಮಾಡಿದ ಸಂಸ್ಥೆಗಳಿಗೆ, ವಿಶೇಷ ಶಿಕ್ಷಕರು ಮತ್ತು ವ್ಯಕ್ತಿಗಳಿಗೆ ರಾಜ್ಯ ಪ್ರಶಸ್ತಿಗಳನ್ನು ನೀಡಿ ಗೌರವಿಸಲಾಗುವುದು. [986,621,1140,781]
story-e-col-1: • ತೀರ್ಥಹಳ್ಳಿ: ಈಗಾಗಲೇ ಸರ್ಕಾರ ಧರ್ಮಸ್ಥಳದ ಪ್ರಕರಣಕ್ಕೆ ಸಂಬಂಧಿಸಿ ಎಸ್ಐಟಿ ರಚನೆ ಮಾಡಿ ತನಿಖೆ ನಡೆಸುತ್ತಿದೆ. ಎಸ್ಐಟಿ ಸೇರಿದಂತೆ ಕಾನೂನು ಬದ್ಧವಾದ ಎಲ್ಲಾ ರೀತಿಯ ತನಿಖೆ ನಡೆಸಲಿ. ಆದರೆ ಧರ್ಮಸ್ಥಳದ ಬಗ್ಗೆ ಅಪಪ್ರಚಾರ ಮಾಡುವುದು ಸರಿಯಲ್ಲ. ಸಾಮಾಜಿಕ ಜಾಲತಾಣಗಳಲ್ಲಿ ಧರ್ಮಸ್ಥಳ ಕ್ಷೇತ್ರದ ವಿರುದ್ಧ ಅಪಪ್ರಚಾರ ಮಾಡುತ್ತಿರುವುದು ಖಂಡನೀಯ. ಯುಟ್ಯೂಬರ್‌ಗಳು ಮನಬಂದಂತೆ ವಿಡಿಯೋ ಮಾಡಿ ಕ್ಷೇತ್ರದ ಘನತೆಗೆ ಧಕ್ಕೆ ತರುತ್ತಿದ್ದಾರೆ. ಇಂತಹವರ ವಿರುದ್ಧ ಸರ್ಕಾರ ಕಾನೂನು ಕ್ರಮ ಕೈಗೊಳ್ಳಬೇಕು ಎಂದು ಶಾಸಕ ಆರಗ ಜ್ಞಾನೇಂದ್ರ ಒತ್ತಾಯಿಸಿದರು. [476,1011,716,1117]
column-divider [978,574,979,956]
